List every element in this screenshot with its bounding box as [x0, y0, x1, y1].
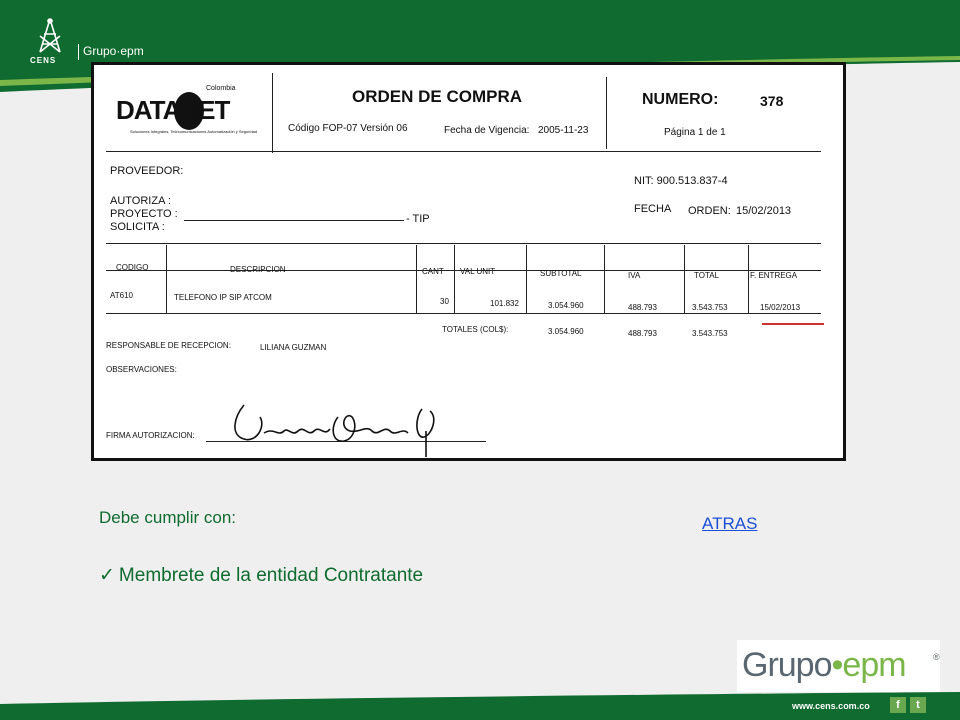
page-indicator: Página 1 de 1 [664, 127, 726, 138]
col-header-val-unit: VAL UNIT [460, 267, 496, 276]
date-label: FECHA [634, 203, 672, 215]
supplier-label: PROVEEDOR: [110, 165, 184, 177]
totals-total: 3.543.753 [692, 329, 728, 338]
col-header-cant: CANT [422, 267, 444, 276]
row-descripcion: TELEFONO IP SIP ATCOM [174, 293, 272, 302]
col-header-subtotal: SUBTOTAL [540, 269, 582, 278]
firma-label: FIRMA AUTORIZACION: [106, 431, 195, 440]
facebook-icon[interactable]: f [890, 697, 906, 713]
datanet-logo: DATANET [116, 95, 230, 125]
totals-subtotal: 3.054.960 [548, 327, 584, 336]
order-date: 15/02/2013 [736, 205, 792, 217]
website-url[interactable]: www.cens.com.co [792, 701, 870, 711]
validity-label: Fecha de Vigencia: [444, 125, 530, 136]
row-cant: 30 [440, 297, 449, 306]
grupo-epm-footer-logo: Grupo•epm [742, 646, 906, 684]
order-number: 378 [760, 93, 784, 109]
logo-word-grupo: Grupo [742, 646, 832, 684]
requirement-title: Debe cumplir con: [99, 508, 237, 527]
company-tagline: Soluciones Integrales, Telecomunicaciones Automatización y Seguridad [130, 129, 258, 134]
project-suffix: - TIP [406, 213, 430, 225]
row-total: 3.543.753 [692, 303, 728, 312]
back-link[interactable]: ATRAS [702, 514, 758, 533]
purchase-order-document [94, 65, 843, 458]
autoriza-label: AUTORIZA : [110, 195, 171, 207]
order-title: ORDEN DE COMPRA [352, 87, 523, 106]
grupo-header-text: Grupo·epm [83, 44, 144, 59]
col-header-total: TOTAL [694, 271, 720, 280]
logo-word-epm: epm [842, 646, 906, 684]
col-header-iva: IVA [628, 271, 641, 280]
responsable-name: LILIANA GUZMAN [260, 343, 327, 352]
logo-separator [78, 44, 79, 60]
form-code: Código FOP-07 Versión 06 [288, 123, 408, 134]
col-header-descripcion: DESCRIPCION [230, 265, 286, 274]
responsable-label: RESPONSABLE DE RECEPCION: [106, 341, 231, 350]
requirement-item [99, 564, 423, 587]
company-country: Colombia [206, 85, 236, 92]
requirement-item-text: Membrete de la entidad Contratante [118, 565, 424, 586]
row-iva: 488.793 [628, 303, 657, 312]
number-label: NUMERO: [642, 91, 719, 108]
order-date-label: ORDEN: [688, 205, 731, 217]
purchase-order-image [91, 62, 846, 461]
supplier-nit: NIT: 900.513.837-4 [634, 175, 728, 187]
row-codigo: AT610 [110, 291, 133, 300]
proyecto-label: PROYECTO : [110, 208, 178, 220]
totals-iva: 488.793 [628, 329, 657, 338]
validity-date: 2005-11-23 [538, 125, 589, 136]
row-val-unit: 101.832 [490, 299, 519, 308]
twitter-icon[interactable]: t [910, 697, 926, 713]
col-header-codigo: CODIGO [116, 263, 149, 272]
checkmark-icon: ✓ [99, 565, 115, 586]
cens-logo-text: CENS [30, 56, 57, 65]
signature-image [226, 387, 466, 457]
observaciones-label: OBSERVACIONES: [106, 365, 177, 374]
row-subtotal: 3.054.960 [548, 301, 584, 310]
solicita-label: SOLICITA : [110, 221, 165, 233]
row-f-entrega: 15/02/2013 [760, 303, 801, 312]
col-header-f-entrega: F. ENTREGA [750, 271, 798, 280]
registered-mark: ® [933, 652, 940, 662]
totals-label: TOTALES (COL$): [442, 325, 509, 334]
grupo-epm-header-logo [78, 44, 144, 60]
